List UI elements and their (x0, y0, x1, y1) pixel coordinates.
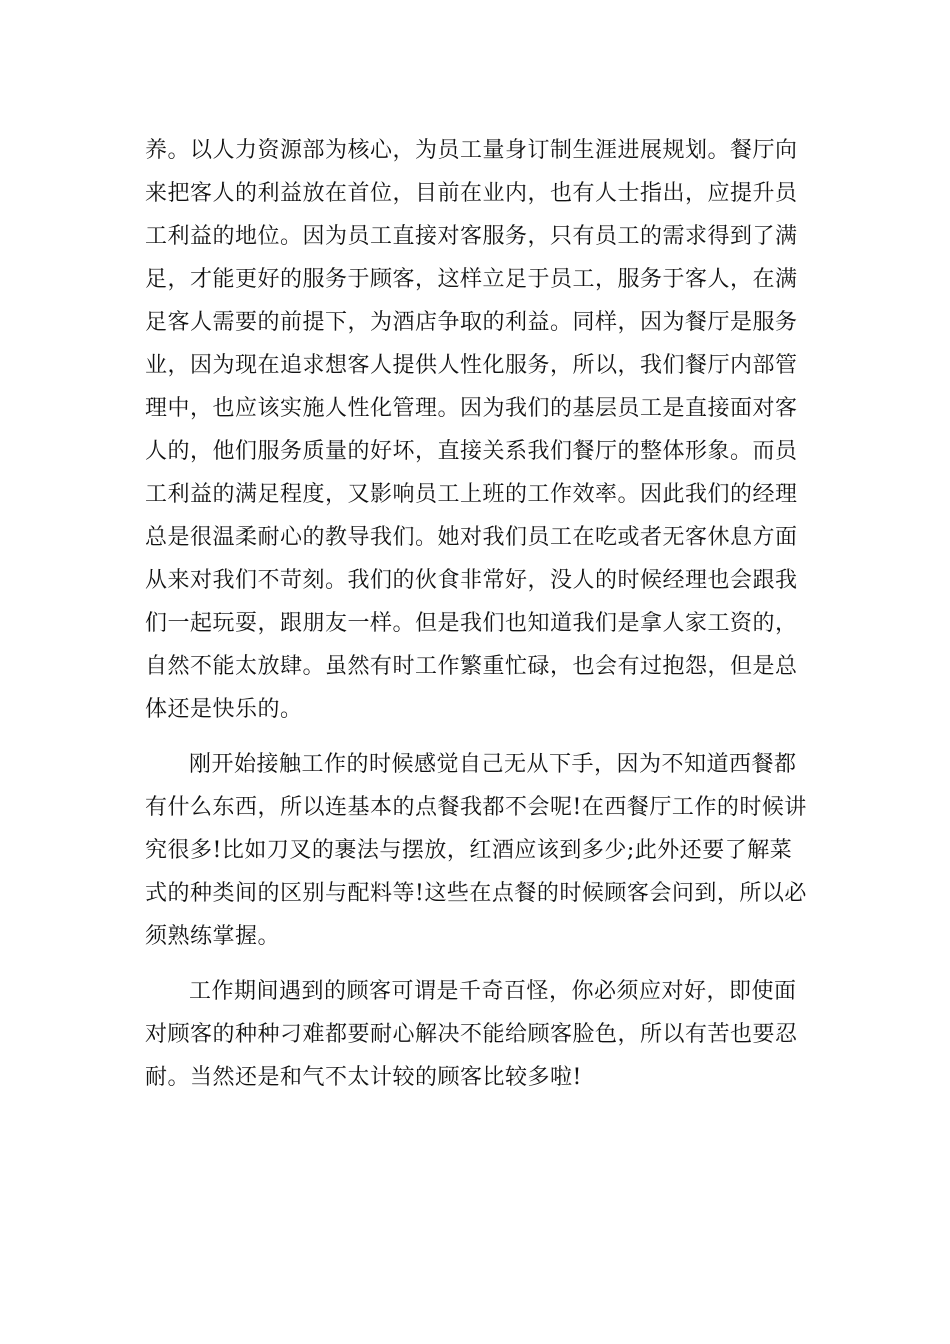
paragraph-line: 对顾客的种种刁难都要耐心解决不能给顾客脸色，所以有苦也要忍 (145, 1022, 798, 1047)
paragraph-line: 有什么东西，所以连基本的点餐我都不会呢!在西餐厅工作的时候讲 (145, 795, 807, 820)
paragraph-line: 从来对我们不苛刻。我们的伙食非常好，没人的时候经理也会跟我 (145, 568, 798, 593)
paragraph-line: 究很多!比如刀叉的裹法与摆放，红酒应该到多少;此外还要了解菜 (145, 838, 793, 863)
paragraph-line: 耐。当然还是和气不太计较的顾客比较多啦! (145, 1065, 582, 1090)
paragraph-line: 足，才能更好的服务于顾客，这样立足于员工，服务于客人，在满 (145, 267, 798, 292)
paragraph-gap (145, 731, 810, 743)
paragraph-line: 自然不能太放肆。虽然有时工作繁重忙碌，也会有过抱怨，但是总 (145, 654, 798, 679)
paragraph-line: 工作期间遇到的顾客可谓是千奇百怪，你必须应对好，即使面 (189, 979, 797, 1004)
paragraph-line: 们一起玩耍，跟朋友一样。但是我们也知道我们是拿人家工资的， (145, 611, 798, 636)
paragraph-line: 总是很温柔耐心的教导我们。她对我们员工在吃或者无客休息方面 (145, 525, 798, 550)
paragraph-line: 式的种类间的区别与配料等!这些在点餐的时候顾客会问到，所以必 (145, 881, 807, 906)
body-text (145, 129, 810, 1099)
paragraph-line: 来把客人的利益放在首位，目前在业内，也有人士指出，应提升员 (145, 181, 798, 206)
paragraph-line: 体还是快乐的。 (145, 697, 303, 722)
paragraph-line: 理中，也应该实施人性化管理。因为我们的基层员工是直接面对客 (145, 396, 798, 421)
paragraph-line: 工利益的满足程度，又影响员工上班的工作效率。因此我们的经理 (145, 482, 798, 507)
paragraph-gap (145, 958, 810, 970)
paragraph-1 (145, 129, 810, 731)
paragraph-line: 刚开始接触工作的时候感觉自己无从下手，因为不知道西餐都 (189, 752, 797, 777)
paragraph-line: 养。以人力资源部为核心，为员工量身订制生涯进展规划。餐厅向 (145, 138, 798, 163)
paragraph-2 (145, 743, 810, 958)
paragraph-line: 须熟练掌握。 (145, 924, 281, 949)
paragraph-line: 工利益的地位。因为员工直接对客服务，只有员工的需求得到了满 (145, 224, 798, 249)
paragraph-line: 人的，他们服务质量的好坏，直接关系我们餐厅的整体形象。而员 (145, 439, 798, 464)
paragraph-line: 足客人需要的前提下，为酒店争取的利益。同样，因为餐厅是服务 (145, 310, 798, 335)
paragraph-line: 业，因为现在追求想客人提供人性化服务，所以，我们餐厅内部管 (145, 353, 798, 378)
paragraph-3 (145, 970, 810, 1099)
